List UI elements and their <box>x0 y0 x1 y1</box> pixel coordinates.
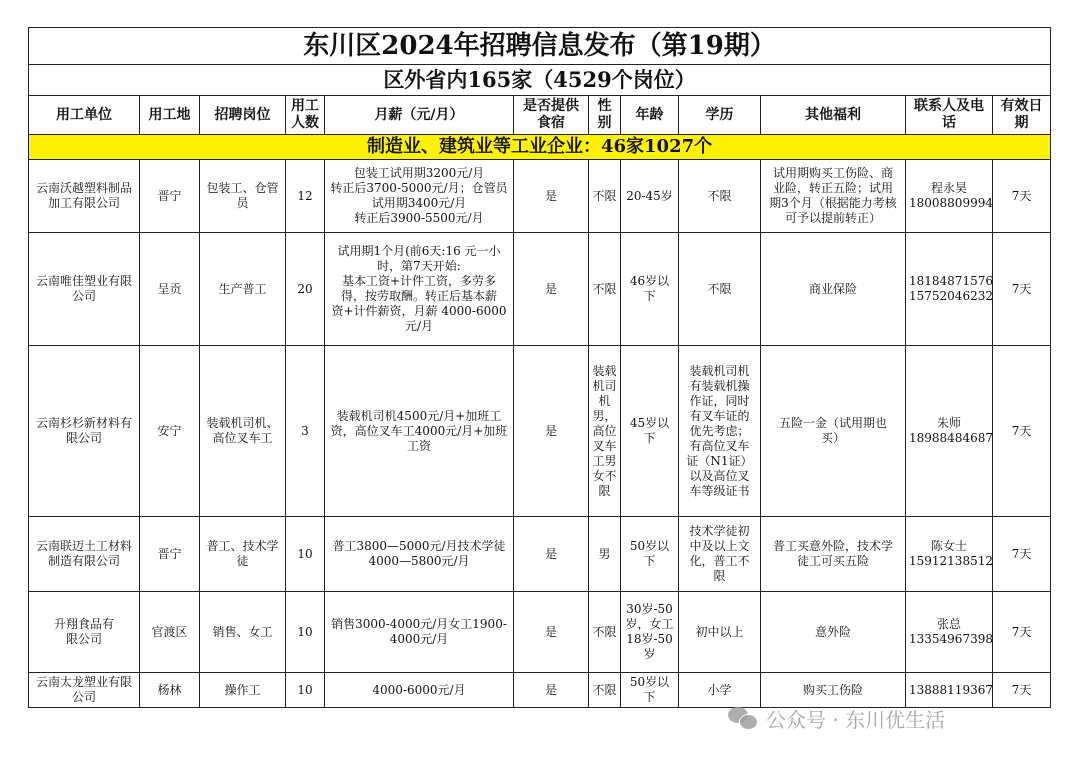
header-gender: 性 别 <box>589 96 621 135</box>
cell-validity: 7天 <box>993 233 1051 346</box>
header-position: 招聘岗位 <box>200 96 286 135</box>
cell-gender: 不限 <box>589 673 621 708</box>
cell-count: 10 <box>286 673 325 708</box>
cell-salary: 包装工试用期3200元/月 转正后3700-5000元/月；仓管员 试用期3400元/月 转正后3900-5500元/月 <box>325 160 514 233</box>
cell-salary: 普工3800—5000元/月技术学徒 4000—5800元/月 <box>325 517 514 592</box>
header-employer: 用工单位 <box>29 96 140 135</box>
cell-location: 杨林 <box>140 673 200 708</box>
cell-location: 呈贡 <box>140 233 200 346</box>
cell-employer: 云南太龙塑业有限 公司 <box>29 673 140 708</box>
cell-housing: 是 <box>514 592 589 673</box>
cell-housing: 是 <box>514 233 589 346</box>
cell-contact: 朱师 18988484687 <box>906 346 993 517</box>
cell-count: 10 <box>286 517 325 592</box>
cell-location: 晋宁 <box>140 160 200 233</box>
cell-gender: 装载 机司 机 男， 高位 叉车 工男 女不 限 <box>589 346 621 517</box>
cell-benefits: 试用期购买工伤险、商 业险，转正五险；试用 期3个月（根据能力考核 可予以提前转正） <box>761 160 906 233</box>
cell-count: 12 <box>286 160 325 233</box>
cell-age: 50岁以下 <box>621 517 679 592</box>
page-subtitle: 区外省内165家（4529个岗位） <box>29 65 1051 96</box>
cell-age: 20-45岁 <box>621 160 679 233</box>
cell-housing: 是 <box>514 160 589 233</box>
cell-position: 普工、技术学 徒 <box>200 517 286 592</box>
recruitment-table <box>28 27 1051 708</box>
cell-employer: 云南联迈土工材料 制造有限公司 <box>29 517 140 592</box>
cell-employer: 云南唯佳塑业有限 公司 <box>29 233 140 346</box>
cell-education: 小学 <box>679 673 761 708</box>
cell-validity: 7天 <box>993 160 1051 233</box>
cell-salary: 销售3000-4000元/月女工1900- 4000元/月 <box>325 592 514 673</box>
cell-gender: 男 <box>589 517 621 592</box>
cell-education: 初中以上 <box>679 592 761 673</box>
header-contact: 联系人及电 话 <box>906 96 993 135</box>
table-row <box>29 517 1051 592</box>
cell-age: 30岁-50 岁，女工 18岁-50 岁 <box>621 592 679 673</box>
cell-education: 不限 <box>679 233 761 346</box>
cell-validity: 7天 <box>993 592 1051 673</box>
cell-location: 晋宁 <box>140 517 200 592</box>
cell-age: 50岁以下 <box>621 673 679 708</box>
cell-gender: 不限 <box>589 233 621 346</box>
table-row <box>29 233 1051 346</box>
cell-salary: 试用期1个月(前6天:16 元一小 时，第7天开始: 基本工资+计件工资，多劳多 得，按劳取酬。转正后基本薪 资+计件薪资，月薪 4000-6000 元/月 <box>325 233 514 346</box>
cell-position: 包装工、仓管 员 <box>200 160 286 233</box>
cell-position: 操作工 <box>200 673 286 708</box>
cell-housing: 是 <box>514 346 589 517</box>
table-row <box>29 592 1051 673</box>
wechat-icon <box>728 705 758 731</box>
job-listing-sheet <box>28 27 1050 708</box>
cell-contact: 程永昊 18008809994 <box>906 160 993 233</box>
header-validity: 有效日 期 <box>993 96 1051 135</box>
table-row <box>29 346 1051 517</box>
cell-education: 不限 <box>679 160 761 233</box>
cell-age: 46岁以下 <box>621 233 679 346</box>
cell-position: 装载机司机、 高位叉车工 <box>200 346 286 517</box>
cell-benefits: 五险一金（试用期也 买） <box>761 346 906 517</box>
cell-position: 生产普工 <box>200 233 286 346</box>
cell-location: 安宁 <box>140 346 200 517</box>
cell-housing: 是 <box>514 673 589 708</box>
cell-contact: 18184871576 15752046232 <box>906 233 993 346</box>
header-salary: 月薪（元/月） <box>325 96 514 135</box>
header-housing: 是否提供 食宿 <box>514 96 589 135</box>
cell-benefits: 购买工伤险 <box>761 673 906 708</box>
header-education: 学历 <box>679 96 761 135</box>
cell-gender: 不限 <box>589 160 621 233</box>
cell-salary: 装载机司机4500元/月+加班工 资，高位叉车工4000元/月+加班 工资 <box>325 346 514 517</box>
cell-count: 3 <box>286 346 325 517</box>
page-title: 东川区2024年招聘信息发布（第19期） <box>29 28 1051 65</box>
cell-validity: 7天 <box>993 346 1051 517</box>
cell-validity: 7天 <box>993 517 1051 592</box>
cell-education: 技术学徒初 中及以上文 化，普工不 限 <box>679 517 761 592</box>
header-location: 用工地 <box>140 96 200 135</box>
cell-count: 10 <box>286 592 325 673</box>
header-age: 年龄 <box>621 96 679 135</box>
cell-benefits: 普工买意外险，技术学 徒工可买五险 <box>761 517 906 592</box>
cell-benefits: 意外险 <box>761 592 906 673</box>
cell-contact: 张总 13354967398 <box>906 592 993 673</box>
cell-salary: 4000-6000元/月 <box>325 673 514 708</box>
table-row <box>29 160 1051 233</box>
cell-education: 装载机司机 有装载机操 作证，同时 有叉车证的 优先考虑； 有高位叉车 证（N1证） 以及高位叉 车等级证书 <box>679 346 761 517</box>
header-count: 用工 人数 <box>286 96 325 135</box>
cell-location: 官渡区 <box>140 592 200 673</box>
cell-position: 销售、女工 <box>200 592 286 673</box>
cell-employer: 云南沃越塑料制品 加工有限公司 <box>29 160 140 233</box>
category-banner: 制造业、建筑业等工业企业：46家1027个 <box>29 135 1051 160</box>
cell-gender: 不限 <box>589 592 621 673</box>
cell-count: 20 <box>286 233 325 346</box>
cell-benefits: 商业保险 <box>761 233 906 346</box>
header-benefits: 其他福利 <box>761 96 906 135</box>
cell-contact: 陈女士 15912138512 <box>906 517 993 592</box>
cell-contact: 13888119367 <box>906 673 993 708</box>
header-row <box>29 96 1051 135</box>
watermark-text: 公众号 · 东川优生活 <box>766 707 946 732</box>
cell-employer: 云南杉杉新材料有 限公司 <box>29 346 140 517</box>
watermark <box>728 700 945 736</box>
cell-housing: 是 <box>514 517 589 592</box>
cell-employer: 升翔食品有 限公司 <box>29 592 140 673</box>
cell-validity: 7天 <box>993 673 1051 708</box>
cell-age: 45岁以下 <box>621 346 679 517</box>
